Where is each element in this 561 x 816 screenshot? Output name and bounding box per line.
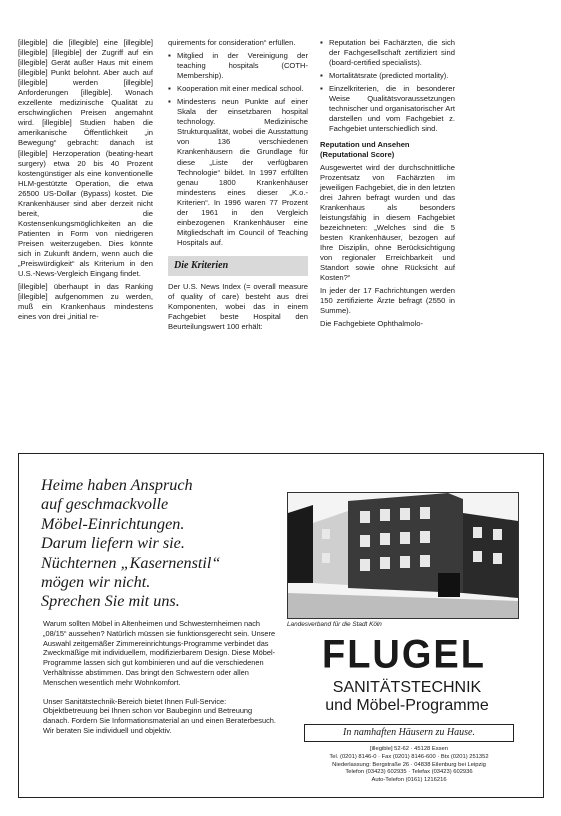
contact-details <box>304 746 514 785</box>
contact-line: [illegible] 52-62 · 45128 Essen <box>370 746 448 752</box>
ad-slogan <box>41 476 281 612</box>
article-paragraph: Die Fachgebiete Ophthalmolo- <box>320 319 423 329</box>
reputation-heading-line: (Reputational Score) <box>320 150 395 160</box>
requirement-item: ▪ Mindestens neun Punkte auf einer Skala der einsetzbaren hospital technology. Medizinische Strukturqualität, wobei die Ausstattung von 136 verschiedenen Krankenhäusern die Grundlage für diese „Liste der verfügbaren Technologie“ bildet. In 1997 erfüllten genau 1800 Krankenhäuser mindestens eines dieser „K.o.-Kriterien“. In 1996 waren 77 Prozent der 1961 in den Vergleich einbezogenen Krankenhäuser eine Mitgliedschaft im Council of Teaching Hospitals auf. <box>168 97 308 248</box>
index-components-list <box>320 38 455 134</box>
slogan-line: auf geschmackvolle <box>41 495 169 514</box>
section-heading-kriterien: Die Kriterien <box>168 256 308 276</box>
ad-paragraph: Warum sollten Möbel in Altenheimen und Schwesternheimen nach „08/15“ aussehen? Natürlich müssen sie funktionsgerecht sein. Unsere Auswahl zeitgemäßer Zimmereinrichtungs-Programme verbindet das Zweckmäßige mit individuellem, modifizierbarem Design. Diese Möbel-Programme lassen sich gut kombinieren und auf die verschiedenen Verhältnisse abstimmen. Das bringt den Schwestern oder allen Menschen wesentlich mehr Wohnkomfort. <box>43 619 276 687</box>
article-column-3 <box>320 38 455 332</box>
requirements-list <box>168 51 308 248</box>
contact-line: Niederlassung: Bergstraße 26 · 04838 Eilenburg bei Leipzig <box>332 761 486 768</box>
photo-caption: Landesverband für die Stadt Köln <box>287 621 382 628</box>
slogan-line: Möbel-Einrichtungen. <box>41 514 185 533</box>
slogan-line: Nüchternen „Kasernenstil“ <box>41 553 221 572</box>
requirement-item: ▪ Kooperation mit einer medical school. <box>168 84 308 94</box>
index-component-item: ▪ Mortalitätsrate (predicted mortality). <box>320 71 455 81</box>
reputation-heading-line: Reputation und Ansehen <box>320 140 410 150</box>
article-paragraph: [illegible] überhaupt in das Ranking [illegible] aufgenommen zu werden, muß ein Krankenhaus mindestens eines von drei „initial re- <box>18 282 153 322</box>
section-heading-reputation <box>320 140 455 160</box>
brand-subtitle: SANITÄTSTECHNIK <box>332 679 482 696</box>
article-column-2 <box>168 38 308 335</box>
advertisement-box <box>18 453 544 798</box>
requirement-item: ▪ Mitglied in der Vereinigung der teaching hospitals (COTH-Membership). <box>168 51 308 81</box>
slogan-line: Heime haben Anspruch <box>41 476 193 494</box>
contact-line: Auto-Telefon (0161) 1216216 <box>371 777 447 784</box>
building-photo <box>287 492 519 619</box>
article-paragraph: Ausgewertet wird der durchschnittliche Prozentsatz von Fachärzten im jeweiligen Fachgebiet, die in den letzten drei Jahren befragt wurden und das Krankenhaus als besonders leistungsfähig in diesem Fachgebiet bezeichneten: „Welches sind die 5 besten Krankenhäuser, bezogen auf Ihre Disziplin, ohne Berücksichtigung von regionaler Erreichbarkeit und Standort sowie ohne Rücksicht auf Kosten?“ <box>320 162 455 283</box>
index-component-item: ▪ Reputation bei Fachärzten, die sich der Fachgesellschaft zertifiziert sind (board-certified specialists). <box>320 38 455 68</box>
index-component-item: ▪ Einzelkriterien, die in besonderer Weise Qualitätsvoraussetzungen technischer und organisatorischer Art darstellen und vom Fachgebiet z. Fachgebiet unterschiedlich sind. <box>320 84 455 134</box>
brand-tagline: In namhaften Häusern zu Hause. <box>304 724 514 742</box>
slogan-line: Sprechen Sie mit uns. <box>41 592 180 611</box>
article-column-1 <box>18 38 153 325</box>
brand-logo: FLUGEL <box>322 632 486 678</box>
ad-paragraph: Unser Sanitätstechnik-Bereich bietet Ihnen Full-Service: Objektbetreuung bei Ihnen schon vor Baubeginn und Betreuung danach. Fordern Sie Informationsmaterial an und einen Beraterbesuch. Wir beraten Sie individuell und objektiv. <box>43 696 276 735</box>
building-illustration <box>288 493 518 618</box>
contact-line: Tel. (0201) 8146-0 · Fax (0201) 8146-600 · Btx (0201) 251352 <box>329 753 489 760</box>
slogan-line: Darum liefern wir sie. <box>41 534 185 553</box>
article-paragraph: quirements for consideration“ erfüllen. <box>168 38 296 47</box>
brand-subtitle: und Möbel-Programme <box>325 697 489 714</box>
article-paragraph: In jeder der 17 Fachrichtungen werden 150 zertifizierte Ärzte befragt (2550 in Summe). <box>320 286 455 316</box>
slogan-line: mögen wir nicht. <box>41 573 151 592</box>
ad-body-text <box>43 619 278 745</box>
contact-line: Telefon (03423) 602935 · Telefax (03423) 602936 <box>345 769 473 776</box>
article-paragraph: Der U.S. News Index (= overall measure of quality of care) besteht aus drei Komponenten, wobei das in einem Fachgebiet beste Hospital den Beurteilungswert 100 erhält: <box>168 281 308 332</box>
article-paragraph: [illegible] die [illegible] eine [illegible] [illegible] [illegible] der Zugriff auf ein [illegible] Gerät außer Haus mit einem [illegible] Punkt belohnt. Aber auch auf [illegible] werden [illegible] Anforderungen [illegible]. Wonach exzellente medizinische Qualität zu erschwinglichen Preisen angemahnt wird. [illegible] Studien haben die amerikanische Öffentlichkeit „in Bewegung“ gebracht: danach ist [illegible] Herzoperation (beating-heart surgery) etwa 20 bis 40 Prozent kostengünstiger als eine konventionelle HLM-gestützte Operation, die etwa 26500 US-Dollar (Bypass) kostet. Die Krankenhäuser sind aber derzeit nicht bereit, die Kostensenkungsmöglichkeiten an die Patienten in Form von niedrigeren Preisen weiterzugeben. Dies könnte sich in Zukunft ändern, wenn auch die „Preiswürdigkeit“ als Kriterium in den U.S.-News-Vergleich Eingang findet. <box>18 38 153 279</box>
